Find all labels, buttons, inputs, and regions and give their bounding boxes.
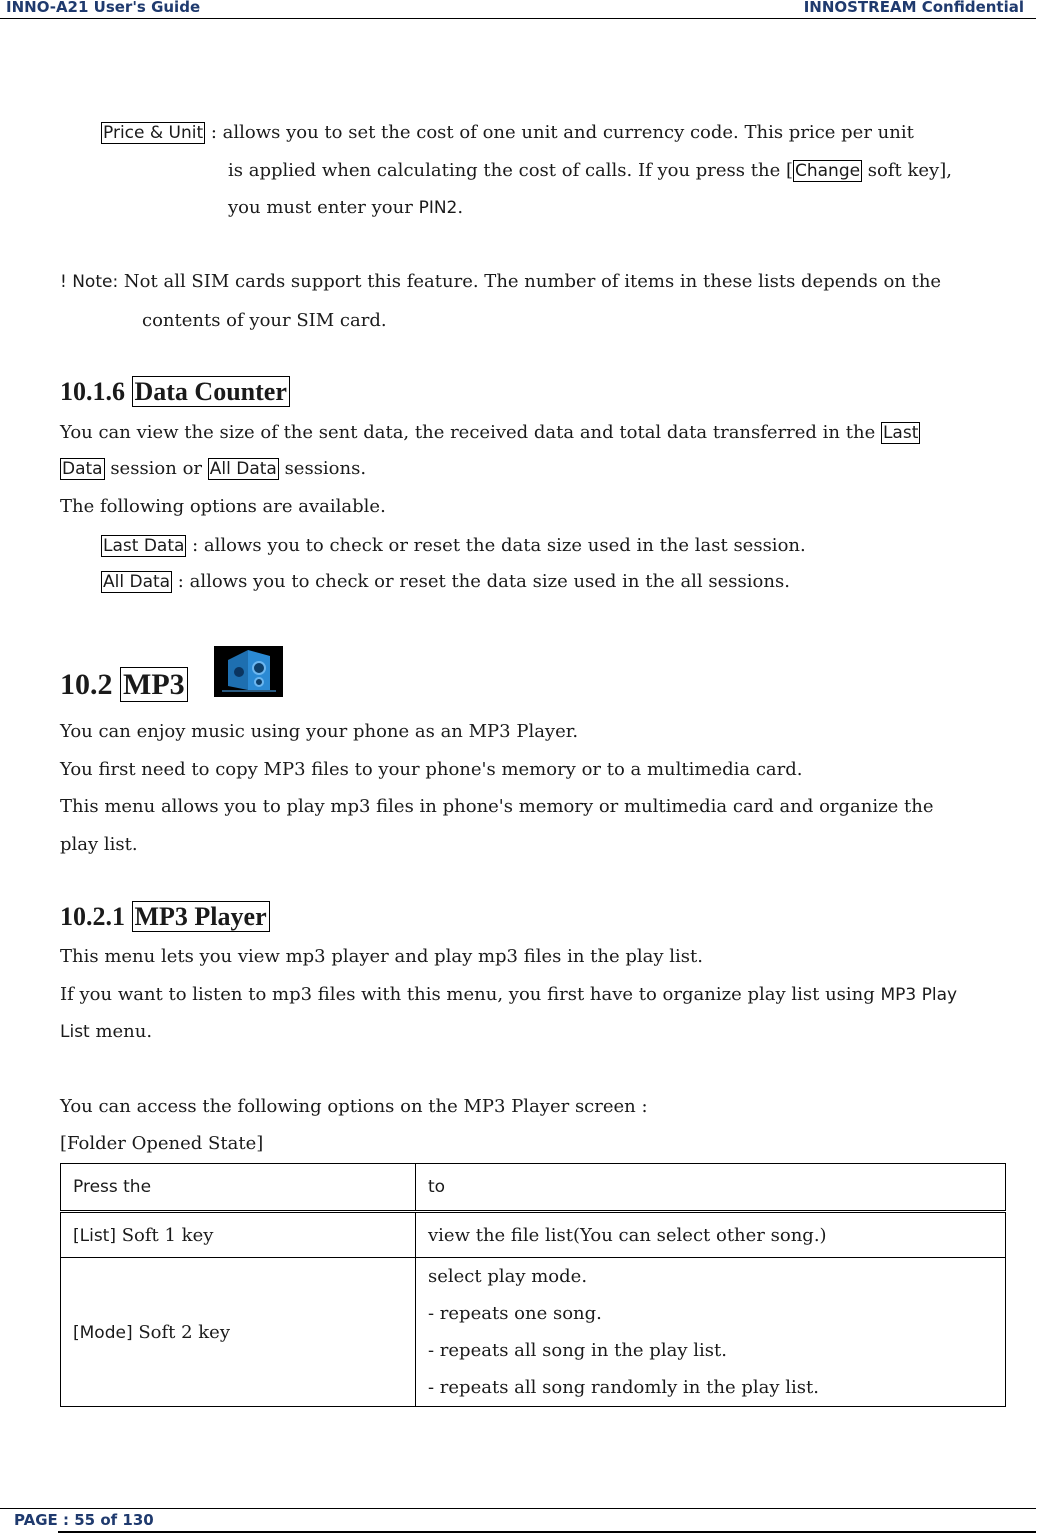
mode-line: - repeats one song. bbox=[428, 1303, 602, 1324]
footer-rule bbox=[58, 1531, 1036, 1533]
folder-opened-state: [Folder Opened State] bbox=[60, 1133, 264, 1154]
price-unit-term: Price & Unit bbox=[103, 123, 204, 143]
mp3-para2: You first need to copy MP3 files to your phone's memory or to a multimedia card. bbox=[60, 759, 803, 780]
table-cell: [List] Soft 1 key bbox=[61, 1212, 416, 1258]
mode-line: select play mode. bbox=[428, 1266, 588, 1287]
header-doc-title: INNO-A21 User's Guide bbox=[6, 0, 201, 16]
header-confidential: INNOSTREAM Confidential bbox=[803, 0, 1024, 16]
table-cell: view the file list(You can select other song.) bbox=[416, 1212, 1006, 1258]
table-cell bbox=[416, 1258, 1006, 1407]
price-unit-line1: Price & Unit : allows you to set the cost of one unit and currency code. This price per unit bbox=[103, 122, 914, 143]
page-number: PAGE : 55 of 130 bbox=[14, 1511, 154, 1529]
page-header bbox=[0, 0, 1036, 19]
mp3-title: MP3 bbox=[120, 667, 188, 702]
price-unit-line2: is applied when calculating the cost of calls. If you press the [ Change soft key], bbox=[228, 160, 952, 181]
mp3-para3: This menu allows you to play mp3 files in phone's memory or multimedia card and organize the bbox=[60, 796, 934, 817]
mode-line: - repeats all song in the play list. bbox=[428, 1340, 727, 1361]
mp3-player-para3: List menu. bbox=[60, 1021, 153, 1042]
table-header-cell: Press the bbox=[61, 1164, 416, 1212]
option-all-data: All Data : allows you to check or reset the data size used in the all sessions. bbox=[103, 571, 790, 592]
table-row bbox=[61, 1258, 1006, 1407]
data-counter-para2: Data session or All Data sessions. bbox=[62, 458, 367, 479]
section-10-1-6-heading: 10.1.6 Data Counter bbox=[60, 377, 290, 407]
table-header-row bbox=[61, 1164, 1006, 1212]
speaker-icon bbox=[214, 646, 283, 697]
option-last-data: Last Data : allows you to check or reset the data size used in the last session. bbox=[103, 535, 806, 556]
table-cell: [Mode] Soft 2 key bbox=[61, 1258, 416, 1407]
key-table bbox=[60, 1163, 1006, 1407]
data-counter-title: Data Counter bbox=[132, 376, 290, 407]
note-line2: contents of your SIM card. bbox=[142, 310, 387, 331]
section-10-2-1-heading: 10.2.1 MP3 Player bbox=[60, 902, 270, 932]
note-label: ! Note: bbox=[60, 272, 119, 292]
pin2-text: PIN2 bbox=[418, 198, 458, 218]
mp3-para1: You can enjoy music using your phone as an MP3 Player. bbox=[60, 721, 579, 742]
data-counter-para3: The following options are available. bbox=[60, 496, 386, 517]
change-softkey: Change bbox=[794, 161, 861, 181]
price-unit-line3: you must enter your PIN2. bbox=[228, 197, 464, 218]
data-counter-para1: You can view the size of the sent data, the received data and total data transferred in the Last bbox=[60, 422, 919, 443]
mp3-player-para4: You can access the following options on the MP3 Player screen : bbox=[60, 1096, 648, 1117]
mp3-player-para1: This menu lets you view mp3 player and play mp3 files in the play list. bbox=[60, 946, 703, 967]
table-header-cell: to bbox=[416, 1164, 1006, 1212]
mp3-para4: play list. bbox=[60, 834, 138, 855]
section-10-2-heading: 10.2 MP3 bbox=[60, 668, 188, 702]
page-footer bbox=[0, 1508, 1036, 1533]
mode-line: - repeats all song randomly in the play list. bbox=[428, 1377, 819, 1398]
mp3-player-para2: If you want to listen to mp3 files with this menu, you first have to organize play list using MP3 Play bbox=[60, 984, 958, 1005]
mp3-player-title: MP3 Player bbox=[132, 901, 270, 932]
note-line1: ! Note: Not all SIM cards support this feature. The number of items in these lists depends on the bbox=[60, 271, 942, 292]
table-row bbox=[61, 1212, 1006, 1258]
mp3-play-list-link: MP3 Play bbox=[880, 985, 958, 1005]
